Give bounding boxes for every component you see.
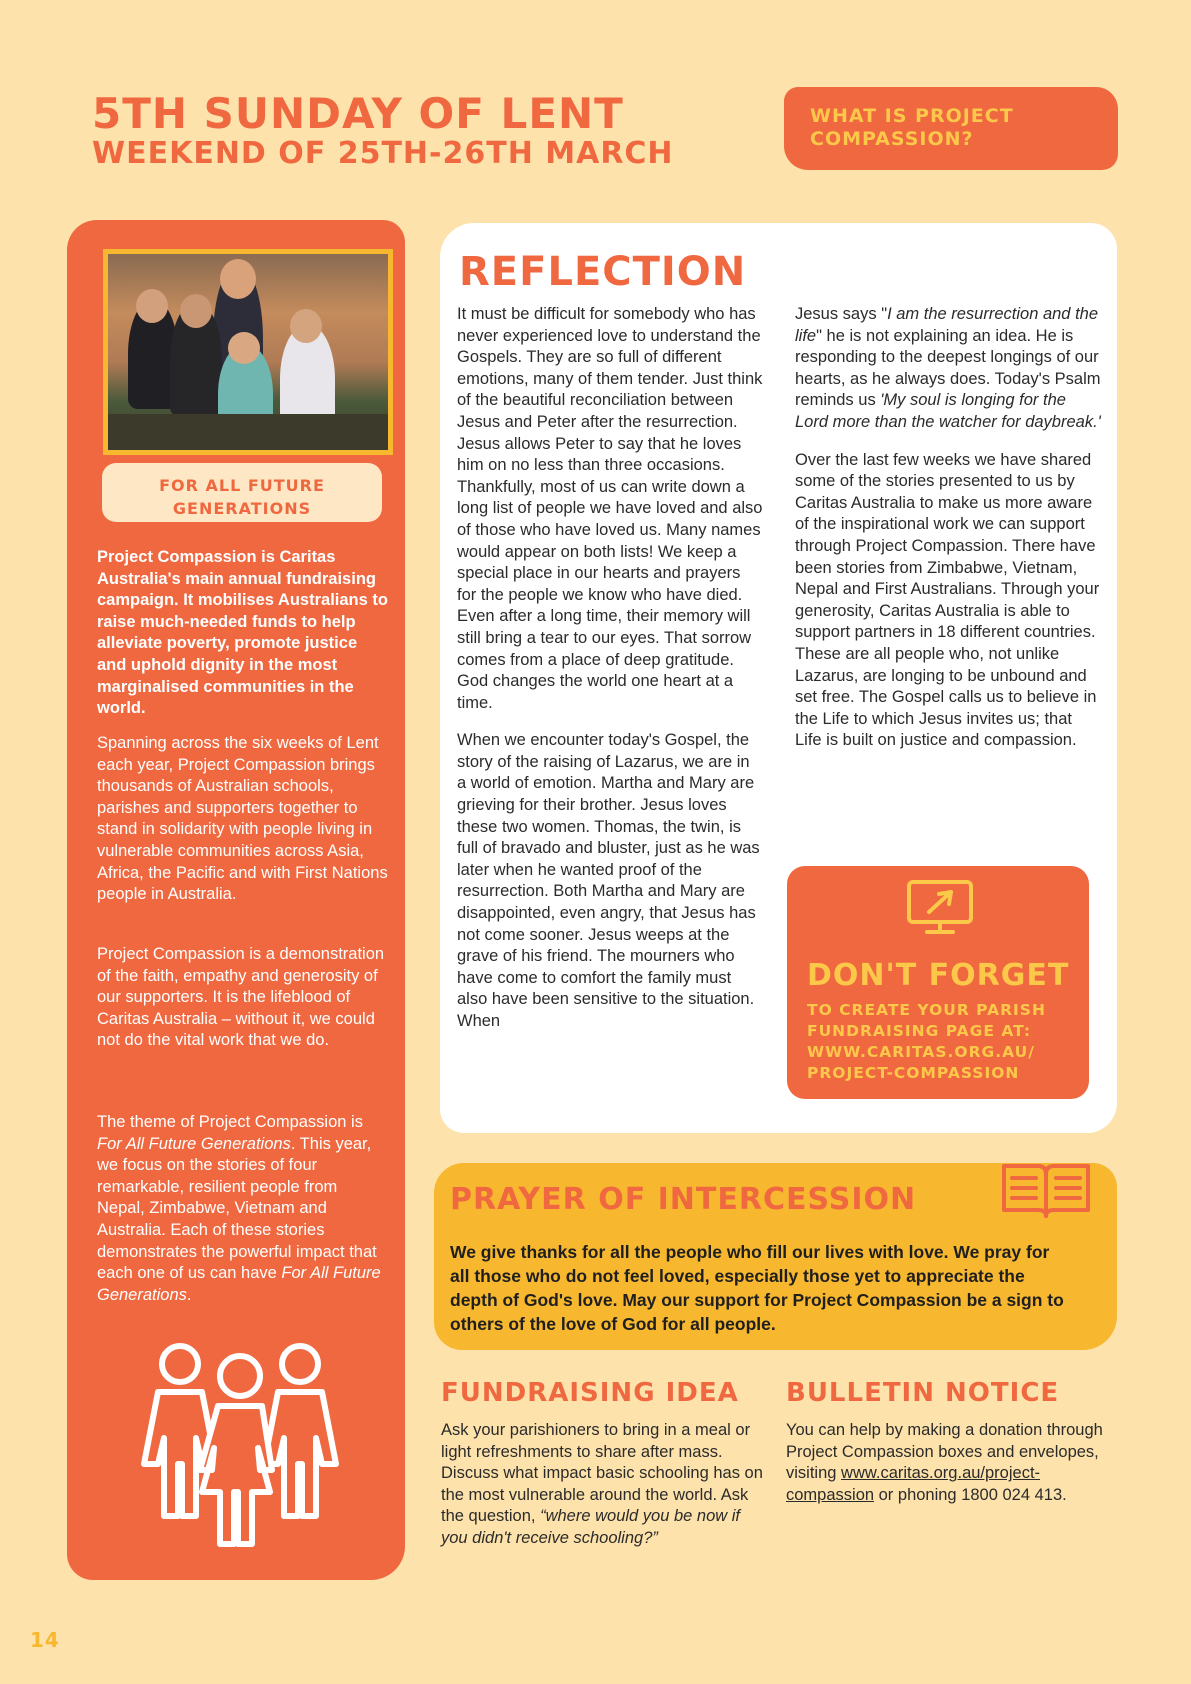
prayer-text: We give thanks for all the people who fill our lives with love. We pray for all those who do not feel loved, especially those yet to appreciate the depth of God's love. May our support for Project Compassion be a sign to others of the love of God for all people. [450,1242,1064,1334]
fundraising-text [441,1420,766,1550]
text: " he is not explaining an idea. He is responding to the deepest longings of our hearts, as he always does. Today's Psalm reminds us [795,326,1101,410]
for-all-future-generations-label [102,463,382,522]
caritas-link[interactable]: www.caritas.org.au/project-compassion [786,1464,1041,1504]
text: Jesus says " [795,305,888,323]
text: You can help by making a donation through Project Compassion boxes and envelopes, visiting [786,1421,1103,1483]
dont-forget-line: TO CREATE YOUR PARISH [807,1001,1046,1019]
italic-quote: I am the resurrection and the life [795,305,1099,345]
italic-quote: “where would you be now if you didn't receive schooling?” [441,1507,741,1547]
sidebar-para-4 [97,1112,389,1306]
sidebar-intro: Project Compassion is Caritas Australia's main annual fundraising campaign. It mobilises Australians to raise much-needed funds to help alleviate poverty, promote justice and uphold dignity in the most marginalised communities in the world. [97,548,388,718]
reflection-paragraph: It must be difficult for somebody who has never experienced love to understand the Gospels. They are so full of different emotions, many of them tender. Just think of the beautiful reconciliation between Jesus and Peter after the resurrection. Jesus allows Peter to say that he loves him on no less than three occasions. Thankfully, most of us can write down a long list of people we have loved and also of those who have loved us. Many names would appear on both lists! We keep a special place in our hearts and prayers for the people we know who have died. Even after a long time, their memory will still bring a tear to our eyes. That sorrow comes from a place of deep gratitude. God changes the world one heart at a time. [457,305,763,712]
reflection-paragraph: Over the last few weeks we have shared some of the stories presented to us by Caritas Australia to make us more aware of the inspirational work we can support through Project Compassion. There have been stories from Zimbabwe, Vietnam, Nepal and First Australians. Through your generosity, Caritas Australia is able to support partners in 18 different countries. These are all people who, not unlike Lazarus, are longing to be unbound and set free. The Gospel calls us to believe in the Life to which Jesus invites us; that Life is built on justice and compassion. [795,450,1100,750]
sidebar-para-3: Project Compassion is a demonstration of the faith, empathy and generosity of our supporters. It is the lifeblood of Caritas Australia – without it, we could not do the vital work that we do. [97,945,385,1050]
tag-line-2: COMPASSION? [810,128,974,150]
group-photo [103,249,393,455]
sidebar-para-2: Spanning across the six weeks of Lent each year, Project Compassion brings thousands of Australian schools, parishes and supporters together to stand in solidarity with people living in vulnerable communities across Asia, Africa, the Pacific and with First Nations people in Australia. [97,734,388,904]
tag-line-1: WHAT IS PROJECT [810,105,1014,127]
text: or phoning 1800 024 413. [874,1485,1067,1504]
label-line-1: FOR ALL FUTURE [159,476,325,495]
what-is-project-compassion-tag [784,87,1118,170]
italic-quote: 'My soul is longing for the Lord more than the watcher for daybreak.' [795,391,1101,431]
computer-cursor-icon [905,878,975,936]
para-4-italic-b: For All Future Generations [97,1264,381,1304]
dont-forget-heading: DON'T FORGET [807,958,1070,993]
para-4-text-c: . [186,1285,192,1304]
reflection-column-2 [795,304,1103,768]
dont-forget-text [807,1000,1046,1084]
reflection-paragraph [795,304,1103,434]
page-number: 14 [30,1628,60,1652]
page-title: 5TH SUNDAY OF LENT [92,89,624,138]
page-subtitle: WEEKEND OF 25TH-26TH MARCH [92,136,674,171]
reflection-paragraph: When we encounter today's Gospel, the story of the raising of Lazarus, we are in a world of emotion. Martha and Mary are grieving for their brother. Jesus loves these two women. Thomas, the twin, is full of bravado and bluster, just as he was later when he wanted proof of the resurrection. Both Martha and Mary are disappointed, even angry, that Jesus has not come sooner. Jesus weeps at the grave of his friend. The mourners who have come to comfort the family must also have been sensitive to the situation. When [457,731,760,1030]
people-icon [140,1340,340,1548]
fundraising-heading: FUNDRAISING IDEA [441,1378,739,1408]
dont-forget-link[interactable]: WWW.CARITAS.ORG.AU/ [807,1043,1035,1061]
bulletin-heading: BULLETIN NOTICE [786,1378,1060,1408]
para-4-text-a: The theme of Project Compassion is [97,1113,363,1131]
reflection-heading: REFLECTION [459,249,747,295]
reflection-column-1 [457,304,763,1049]
dont-forget-link[interactable]: PROJECT-COMPASSION [807,1064,1020,1082]
text: Ask your parishioners to bring in a meal or light refreshments to share after mass. Discuss what impact basic schooling has on the most vulnerable around the world. Ask the question, [441,1421,763,1526]
prayer-heading: PRAYER OF INTERCESSION [450,1182,917,1217]
para-4-italic-a: For All Future Generations [97,1134,291,1153]
dont-forget-line: FUNDRAISING PAGE AT: [807,1022,1032,1040]
open-book-icon [1000,1160,1092,1220]
label-line-2: GENERATIONS [172,499,312,518]
para-4-text-b: . This year, we focus on the stories of four remarkable, resilient people from Nepal, Zimbabwe, Vietnam and Australia. Each of these stories demonstrates the powerful impact that each one of us can have [97,1134,377,1283]
bulletin-text [786,1420,1116,1506]
